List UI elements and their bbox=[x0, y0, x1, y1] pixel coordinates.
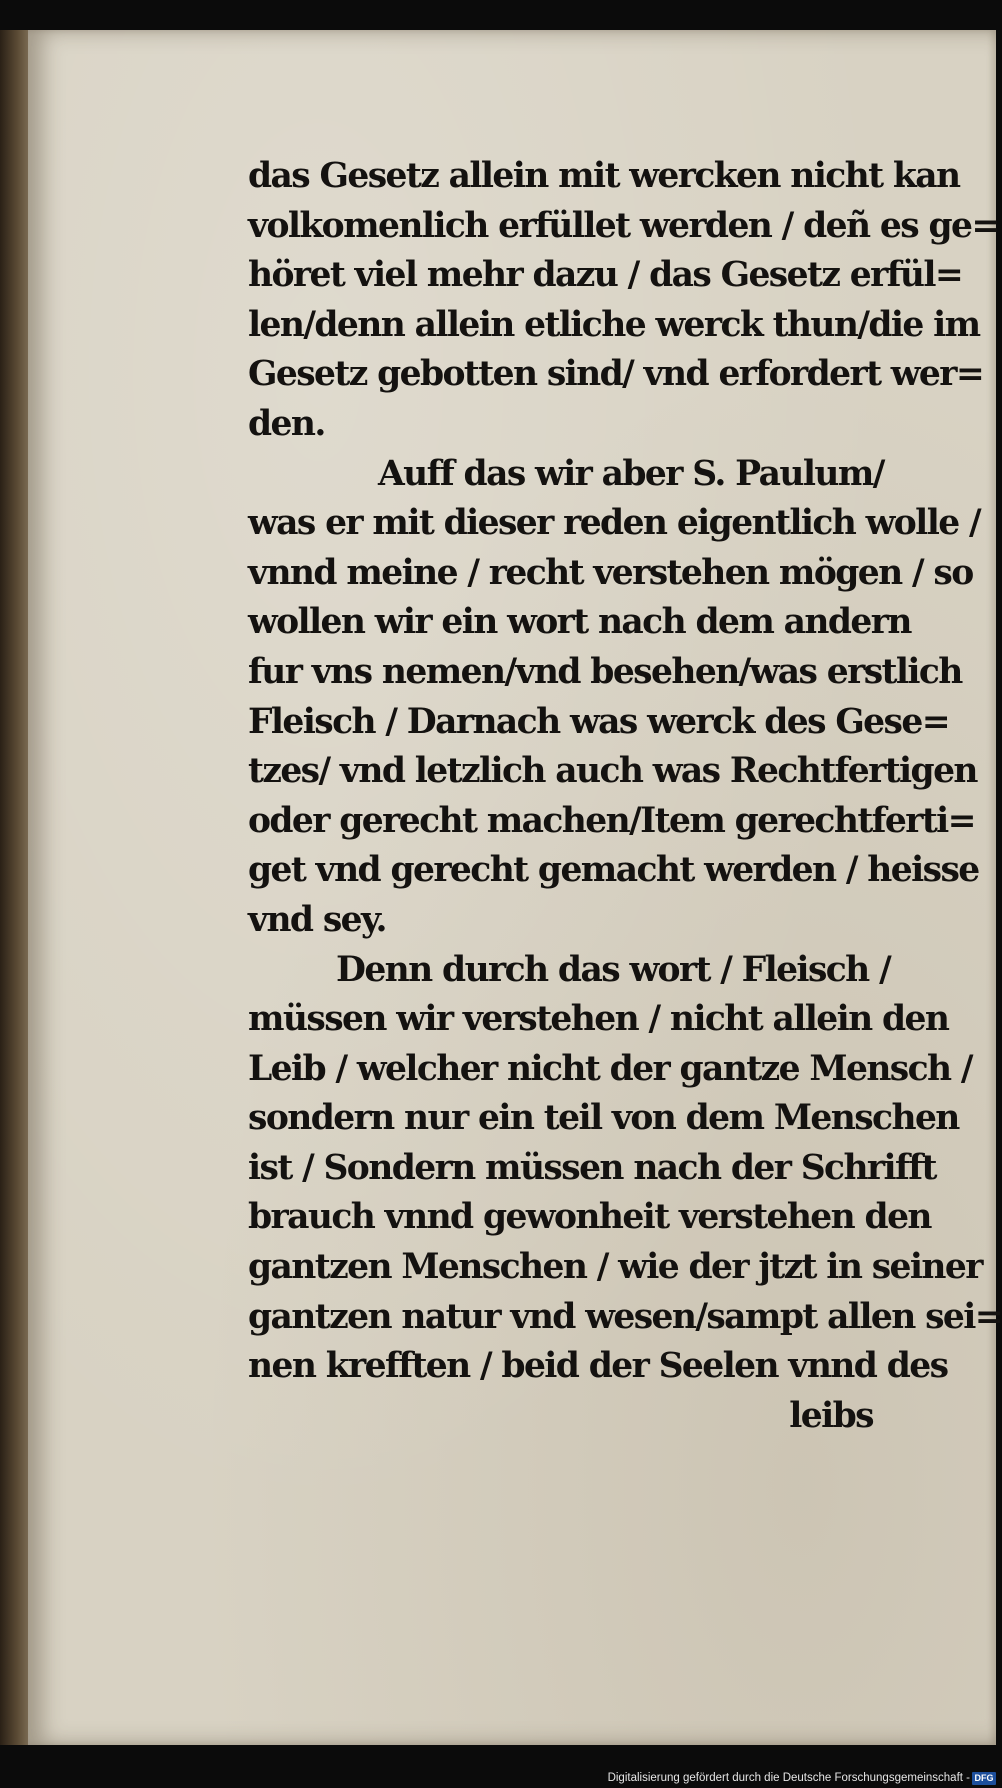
text-line: len/denn allein etliche werck thun/die im bbox=[248, 304, 980, 345]
text-line: was er mit dieser reden eigentlich wolle / bbox=[248, 503, 980, 544]
text-line: get vnd gerecht gemacht werden / heisse bbox=[248, 850, 979, 891]
text-line: vnd sey. bbox=[248, 899, 386, 940]
text-line: Auff das wir aber S. Paulum/ bbox=[378, 453, 884, 494]
text-line: gantzen natur vnd wesen/sampt allen sei= bbox=[248, 1296, 1002, 1337]
text-line: fur vns nemen/vnd besehen/was erstlich bbox=[248, 651, 962, 692]
text-line: müssen wir verstehen / nicht allein den bbox=[248, 999, 949, 1040]
text-line: oder gerecht machen/Item gerechtferti= bbox=[248, 800, 975, 841]
text-line: Fleisch / Darnach was werck des Gese= bbox=[248, 701, 950, 742]
text-line: tzes/ vnd letzlich auch was Rechtfertigen bbox=[248, 751, 977, 792]
text-line: vnnd meine / recht verstehen mögen / so bbox=[248, 552, 973, 593]
text-line: wollen wir ein wort nach dem andern bbox=[248, 602, 911, 643]
dfg-logo: DFG bbox=[972, 1772, 996, 1785]
text-line: Leib / welcher nicht der gantze Mensch / bbox=[248, 1048, 972, 1089]
text-line: das Gesetz allein mit wercken nicht kan bbox=[248, 156, 960, 196]
text-line: nen krefften / beid der Seelen vnnd des bbox=[248, 1346, 948, 1387]
text-line: gantzen Menschen / wie der jtzt in seiner bbox=[248, 1247, 982, 1288]
text-line: Denn durch das wort / Fleisch / bbox=[336, 949, 891, 990]
digitization-footer bbox=[0, 1758, 1000, 1788]
catchword: leibs bbox=[789, 1395, 873, 1436]
text-line: volkomenlich erfüllet werden / deñ es ge= bbox=[248, 205, 999, 246]
text-line: den. bbox=[248, 403, 325, 444]
text-line: höret viel mehr dazu / das Gesetz erfül= bbox=[248, 255, 963, 296]
text-line: brauch vnnd gewonheit verstehen den bbox=[248, 1197, 931, 1238]
text-line: Gesetz gebotten sind/ vnd erfordert wer= bbox=[248, 354, 984, 395]
digitization-credit: Digitalisierung gefördert durch die Deutsche Forschungsgemeinschaft - bbox=[607, 1772, 970, 1784]
text-line: ist / Sondern müssen nach der Schrifft bbox=[248, 1147, 936, 1188]
page-text-block bbox=[248, 152, 1002, 1441]
book-page bbox=[28, 30, 1002, 1745]
text-line: sondern nur ein teil von dem Menschen bbox=[248, 1098, 959, 1139]
